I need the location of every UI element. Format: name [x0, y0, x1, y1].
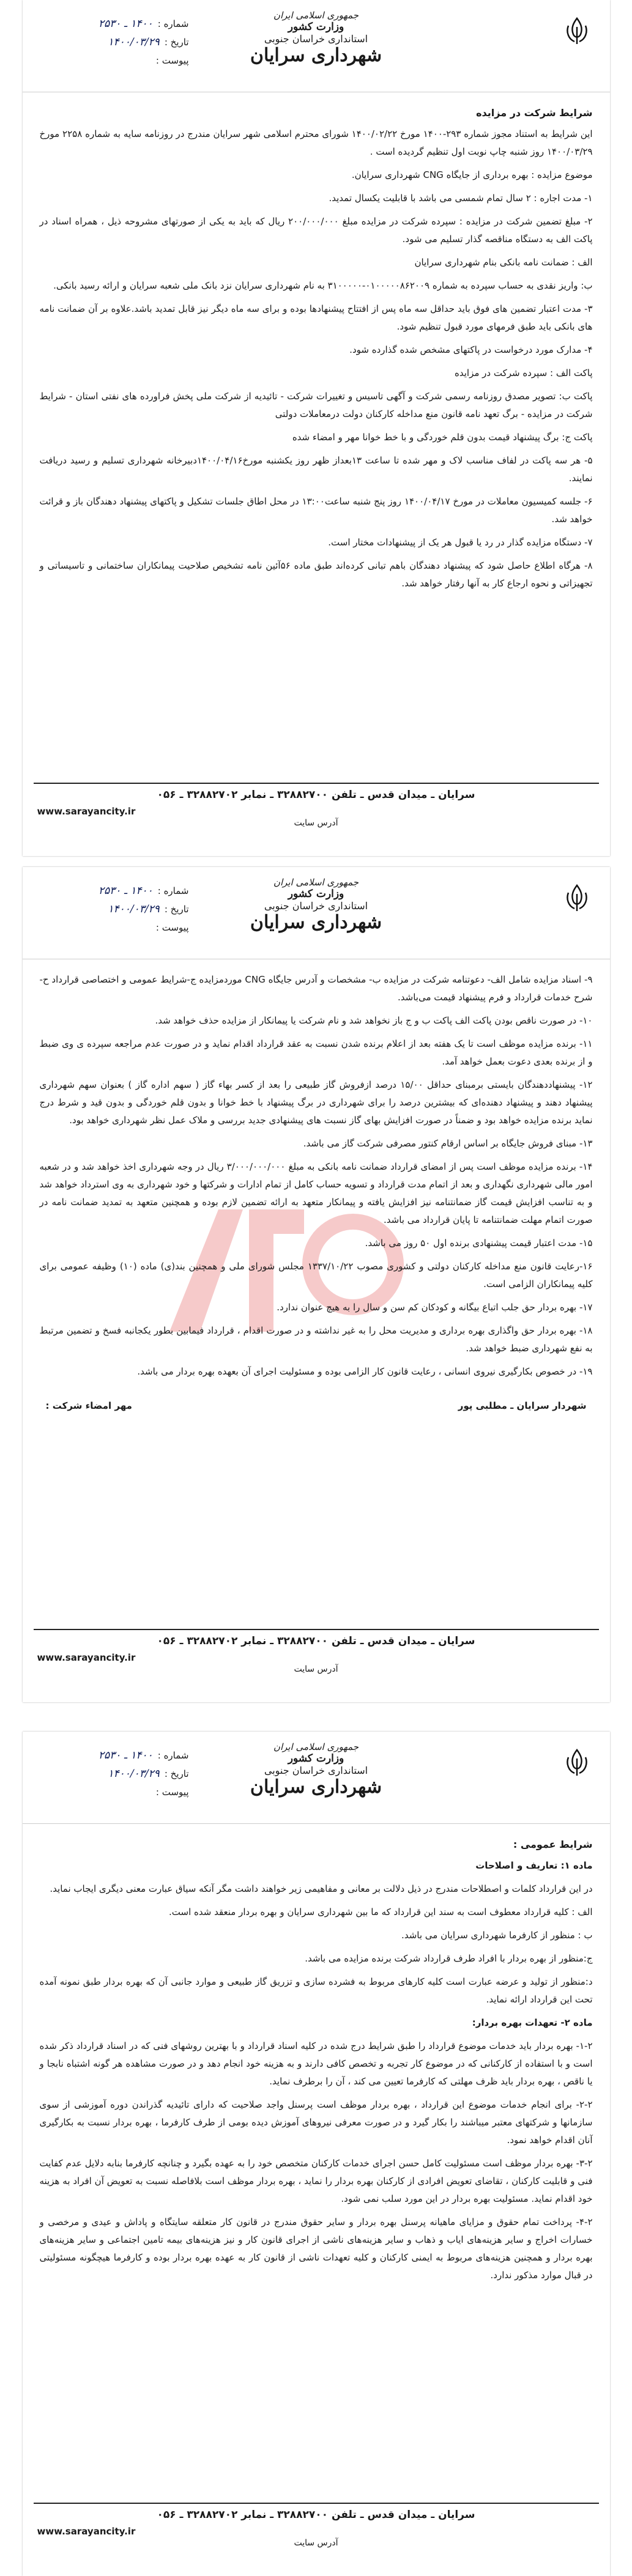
page3-item: در این قرارداد کلمات و اصطلاحات مندرج در ذیل دلالت بر معانی و مفاهیمی زیر خواهند داشت مگر آنکه سیاق عبارت معنی دیگری ایجاب نماید.	[50, 1883, 593, 1894]
document-page-1	[23, 0, 610, 856]
page2-item: ۱۰- در صورت ناقص بودن پاکت الف پاکت ب و ج باز نخواهد شد و نام شرکت یا پیمانکار از مزایده حذف خواهد شد.	[155, 1015, 593, 1026]
page3-item: الف : کلیه قرارداد معطوف است به سند این قرارداد که ما بین شهرداری سرایان و بهره بردار منعقد شده است.	[169, 1906, 593, 1917]
letterhead	[23, 1732, 610, 1824]
letterhead-line1: جمهوری اسلامی ایران	[273, 877, 359, 888]
letterhead-line1: جمهوری اسلامی ایران	[273, 10, 359, 21]
date-label: تاریخ :	[164, 904, 189, 915]
footer-website[interactable]: www.sarayancity.ir	[37, 1652, 136, 1663]
page2-item: ۱۹- در خصوص بکارگیری نیروی انسانی ، رعایت قانون کار الزامی بوده و مسئولیت اجرای آن بعهده بهره بردار می باشد.	[137, 1366, 593, 1377]
page2-item: ۹- اسناد مزایده شامل الف- دعوتنامه شرکت در مزایده ب- مشخصات و آدرس جایگاه CNG موردمزایده ج-شرایط عمومی و اختصاصی قرارداد ح-شرح خدمات قرارداد و فرم پیشنهاد قیمت می‌باشد.	[39, 974, 593, 1003]
number-value: ۱۴۰۰ ـ ۲۵۳۰	[98, 18, 153, 30]
number-label: شماره :	[157, 18, 189, 29]
letterhead-line3: استانداری خراسان جنوبی	[264, 1765, 368, 1776]
letterhead-line2: وزارت کشور	[288, 1752, 344, 1765]
page1-subject: موضوع مزایده : بهره برداری از جایگاه CNG شهرداری سرایان.	[351, 169, 593, 180]
letterhead-line3: استانداری خراسان جنوبی	[264, 33, 368, 45]
page2-item: ۱۴- برنده مزایده موظف است پس از امضای قرارداد ضمانت نامه بانکی به مبلغ ۳/۰۰۰/۰۰۰/۰۰۰ ریال در وجه شهرداری اخذ خواهد شد و در شعبه امور مالی شهرداری نگهداری و بعد از اتمام مدت قرارداد و تسویه حساب کامل از تمام ادارات و شرکتها و خود شهرداری به وی استرداد خواهد شد و به تناسب افزایش قیمت گاز ضمانتنامه نیز افزایش یافته و پیمانکار متعهد به ارائه تضمین لازم بوده و همچنین متعهد به تمدید ضمانت نامه در صورت اتمام مهلت ضمانتنامه تا پایان قرارداد می باشد.	[39, 1161, 593, 1225]
page1-item: پاکت ج: برگ پیشنهاد قیمت بدون قلم خوردگی و با خط خوانا مهر و امضاء شده	[292, 432, 593, 443]
footer-website[interactable]: www.sarayancity.ir	[37, 2526, 136, 2537]
page1-item: ب: واریز نقدی به حساب سپرده به شماره ۰۱۰۰۰۰۰۸۶۲۰۰۹-۳۱۰۰۰۰۰ به نام شهرداری سرایان نزد بانک ملی شعبه سرایان و ارائه رسید بانکی.	[53, 280, 593, 291]
signature-area	[40, 1386, 593, 1429]
page1-item: ۴- مدارک مورد درخواست در پاکتهای مشخص شده گذارده شود.	[349, 344, 593, 355]
letter-meta	[36, 1746, 189, 1801]
page3-item: ماده ۲- تعهدات بهره بردار:	[472, 2017, 593, 2028]
page1-item: پاکت الف : سپرده شرکت در مزایده	[455, 367, 593, 378]
page3-item: ۳-۲- بهره بردار موظف است مسئولیت کامل حسن اجرای خدمات کارکنان متخصص خود را به عهده بگیرد و چنانچه کارفرما بنابه دلایل عدم کفایت فنی و قابلیت کارکنان ، تقاضای تعویض افرادی از کارکنان بهره بردار را نماید ، بهره بردار موظف است بلافاصله نسبت به تعویض آن افراد به هزینه خود اقدام نماید. مسئولیت بهره بردار در این مورد سلب نمی شود.	[39, 2158, 593, 2204]
letterhead-line4: شهرداری سرایان	[250, 912, 382, 933]
page1-item: ۸- هرگاه اطلاع حاصل شود که پیشنهاد دهندگان باهم تبانی کرده‌اند طبق ماده ۵۶آئین نامه تشخیص صلاحیت پیمانکاران ساختمانی و تاسیساتی و تجهیزاتی و نحوه ارجاع کار به آنها رفتار خواهد شد.	[39, 560, 593, 589]
page1-intro: این شرایط به استناد مجوز شماره ۲۹۳-۱۴۰۰ مورخ ۱۴۰۰/۰۲/۲۲ شورای محترم اسلامی شهر سرایان مندرج در روزنامه سایه به شماره ۲۲۵۸ مورخ ۱۴۰۰/۰۳/۲۹ روز شنبه چاپ نوبت اول تنظیم گردیده است .	[39, 128, 593, 157]
number-label: شماره :	[157, 1750, 189, 1761]
letterhead	[23, 0, 610, 92]
letterhead-line2: وزارت کشور	[288, 21, 344, 33]
page3-item: ج:منظور از بهره بردار با افراد طرف قرارداد شرکت برنده مزایده می باشد.	[305, 1953, 593, 1964]
footer-site-label: آدرس سایت	[294, 818, 338, 828]
date-label: تاریخ :	[164, 1768, 189, 1779]
number-label: شماره :	[157, 885, 189, 896]
number-value: ۱۴۰۰ ـ ۲۵۳۰	[98, 1749, 153, 1762]
page2-item: ۱۱- برنده مزایده موظف است تا یک هفته بعد از اعلام برنده شدن نسبت به عقد قرارداد اقدام نماید و در صورت عدم مراجعه سپرده ی وی ضبط و از برنده بعدی دعوت بعمل خواهد آمد.	[39, 1038, 593, 1067]
attach-label: پیوست :	[155, 1787, 189, 1798]
footer-divider	[34, 2503, 599, 2504]
page3-item: د:منظور از تولید و عرضه عبارت است کلیه کارهای مربوط به فشرده سازی و تزریق گاز طبیعی و موارد جانبی آن که بهره بردار طبق نمونه آمده تحت این قرارداد ارائه نماید.	[39, 1976, 593, 2005]
page2-item: ۱۷- بهره بردار حق جلب اتباع بیگانه و کودکان کم سن و سال را به هیچ عنوان ندارد.	[277, 1302, 593, 1313]
page3-item: ۱-۲- بهره بردار باید خدمات موضوع قرارداد را طبق شرایط درج شده در کلیه اسناد قرارداد و با بهترین روشهای فنی که در اسناد قرارداد ذکر شده است و با استفاده از کارکنانی که در موضوع کار تجربه و تخصص کافی دارند و به هزینه خود انجام دهد و در صورت مشاهده هر گونه اشتباه نابجا و یا ناقص ، بهره بردار باید ظرف مهلتی که کارفرما تعیین می کند ، آن را برطرف نماید.	[39, 2040, 593, 2087]
footer-divider	[34, 783, 599, 784]
footer-address: سرایان ـ میدان قدس ـ تلفن ۳۲۸۸۲۷۰۰ ـ نمابر ۳۲۸۸۲۷۰۲ ـ ۰۵۶	[157, 789, 475, 801]
letterhead-line4: شهرداری سرایان	[250, 45, 382, 66]
page3-item: ب : منظور از کارفرما شهرداری سرایان می باشد.	[401, 1930, 593, 1941]
letterhead-line3: استانداری خراسان جنوبی	[264, 900, 368, 912]
date-value: ۱۴۰۰/۰۳/۲۹	[108, 903, 160, 915]
page3-body	[40, 1836, 593, 2497]
letterhead-line4: شهرداری سرایان	[250, 1776, 382, 1798]
document-page-3	[23, 1732, 610, 2576]
letterhead-line1: جمهوری اسلامی ایران	[273, 1741, 359, 1752]
letter-meta	[36, 882, 189, 937]
footer-address: سرایان ـ میدان قدس ـ تلفن ۳۲۸۸۲۷۰۰ ـ نمابر ۳۲۸۸۲۷۰۲ ـ ۰۵۶	[157, 2509, 475, 2521]
document-page-2	[23, 867, 610, 1702]
footer-address: سرایان ـ میدان قدس ـ تلفن ۳۲۸۸۲۷۰۰ ـ نمابر ۳۲۸۸۲۷۰۲ ـ ۰۵۶	[157, 1635, 475, 1647]
page1-item: الف : ضمانت نامه بانکی بنام شهرداری سرایان	[414, 257, 593, 268]
page2-item: ۱۲- پیشنهاددهندگان بایستی برمبنای حداقل ۱۵/۰۰ درصد ازفروش گاز طبیعی را بعد از کسر بهاء گاز ( سهم اداره گاز ) بعنوان سهم شهرداری پیشنهاد دهند و پیشنهاد دهنده‌ای که بیشترین درصد را برای شهرداری در برگ پیشنهاد با خط خوانا و بدون قلم خوردگی و بدون قید و شرط درج نماید برنده مزایده خواهد بود و ضمناً در صورت افزایش بهای گاز نسبت های پیشنهادی جدید بررسی و ملاک عمل نظر شهرداری خواهد بود.	[39, 1079, 593, 1126]
mayor-signature: شهردار سرایان ـ مطلبی پور	[458, 1400, 587, 1411]
page2-item: ۱۵- مدت اعتبار قیمت پیشنهادی برنده اول ۵۰ روز می باشد.	[365, 1238, 593, 1249]
page1-item: ۷- دستگاه مزایده گذار در رد یا قبول هر یک از پیشنهادات مختار است.	[328, 537, 593, 548]
page2-footer	[23, 1629, 610, 1702]
number-value: ۱۴۰۰ ـ ۲۵۳۰	[98, 885, 153, 897]
page1-item: ۵- هر سه پاکت در لفاف مناسب لاک و مهر شده تا ساعت ۱۳بعداز ظهر روز یکشنبه مورخ۱۴۰۰/۰۴/۱۶دبیرخانه شهرداری تسلیم و رسید دریافت نمایند.	[39, 455, 593, 484]
date-value: ۱۴۰۰/۰۳/۲۹	[108, 36, 160, 48]
page1-item: ۲- مبلغ تضمین شرکت در مزایده : سپرده شرکت در مزایده مبلغ ۲۰۰/۰۰۰/۰۰۰ ریال که باید به یکی از صورتهای مشروحه ذیل ، همراه اسناد در پاکت الف به دستگاه مناقصه گذار تسلیم می شود.	[39, 216, 593, 245]
page1-item: ۶- جلسه کمیسیون معاملات در مورخ ۱۴۰۰/۰۴/۱۷ روز پنج شنبه ساعت۱۳:۰۰ در محل اطاق جلسات تشکیل و پاکتهای پیشنهاد دهندگان باز و قرائت خواهد شد.	[39, 496, 593, 525]
page2-item: ۱۳- مبنای فروش جایگاه بر اساس ارقام کنتور مصرفی شرکت گاز می باشد.	[303, 1138, 593, 1149]
company-signature: مهر امضاء شرکت :	[45, 1400, 132, 1411]
letterhead	[23, 867, 610, 959]
footer-site-label: آدرس سایت	[294, 2538, 338, 2548]
page3-item: ۲-۲- برای انجام خدمات موضوع این قرارداد ، بهره بردار موظف است پرسنل واجد صلاحیت که دارای تائیدیه گذراندن دوره آموزشی از سوی سازمانها و شرکتهای معتبر میباشند را بکار گیرد و در صورت معرفی نیروهای آموزش دیده بومی از طرف کارفرما ، بهره بردار نسبت به بکارگیری آنان اقدام خواهد نمود.	[39, 2099, 593, 2146]
page1-item: ۳- مدت اعتبار تضمین های فوق باید حداقل سه ماه پس از افتتاح پیشنهادها بوده و برای سه ماه دیگر نیز قابل تمدید باشد.علاوه بر آن ضمانت نامه های بانکی باید طبق فرمهای مورد قبول تنظیم شود.	[39, 303, 593, 332]
page2-item: ۱۸- بهره بردار حق واگذاری بهره برداری و مدیریت محل را به غیر نداشته و در صورت اقدام ، قرارداد فیمابین بطور یکجانبه فسخ و تضمین مرتبط به نفع شهرداری ضبط خواهد شد.	[39, 1325, 593, 1354]
page1-body	[40, 104, 593, 777]
attach-label: پیوست :	[155, 55, 189, 66]
date-value: ۱۴۰۰/۰۳/۲۹	[108, 1768, 160, 1780]
attach-label: پیوست :	[155, 922, 189, 933]
page2-body	[40, 971, 593, 1623]
page3-item: ۴-۲- پرداخت تمام حقوق و مزایای ماهیانه پرسنل بهره بردار و سایر حقوق مندرج در قانون کار متعلقه سایتگاه و پاداش و عیدی و مرخصی و خسارات اخراج و سایر هزینه‌های ایاب و ذهاب و سایر هزینه‌های ناشی از اجرای قانون کار و نیز هزینه‌های بیمه تامین اجتماعی و سایر هزینه‌های بهره بردار و همچنین هزینه‌های مربوط به ایمنی کارکنان و کلیه تعهدات ناشی از قانون کار به عهده بهره بردار بوده و کارفرما هیچگونه مسئولیتی در قبال موارد مذکور ندارد.	[39, 2216, 593, 2281]
page3-footer	[23, 2503, 610, 2576]
page1-footer	[23, 783, 610, 856]
page2-item: ۱۶-رعایت قانون منع مداخله کارکنان دولتی و کشوری مصوب ۱۳۳۷/۱۰/۲۲ مجلس شورای ملی و همچنین بند(ی) ماده (۱۰) وظیفه عمومی برای کلیه پیمانکاران الزامی است.	[39, 1261, 593, 1290]
footer-site-label: آدرس سایت	[294, 1664, 338, 1674]
letterhead-line2: وزارت کشور	[288, 888, 344, 900]
footer-website[interactable]: www.sarayancity.ir	[37, 806, 136, 817]
footer-divider	[34, 1629, 599, 1630]
page1-title: شرایط شرکت در مزایده	[476, 107, 593, 119]
page3-title: شرایط عمومی :	[513, 1839, 593, 1850]
date-label: تاریخ :	[164, 37, 189, 48]
letter-meta	[36, 15, 189, 70]
page3-item: ماده ۱: تعاریف و اصلاحات	[475, 1860, 593, 1871]
page1-item: پاکت ب: تصویر مصدق روزنامه رسمی شرکت و آگهی تاسیس و تغییرات شرکت - تائیدیه از شرکت ملی پخش فراورده های نفتی استان - شرایط شرکت در مزایده - برگ تعهد نامه قانون منع مداخله کارکنان دولت درمعاملات دولتی	[39, 391, 593, 419]
page1-item: ۱- مدت اجاره : ۲ سال تمام شمسی می باشد با قابلیت یکسال تمدید.	[329, 193, 593, 204]
